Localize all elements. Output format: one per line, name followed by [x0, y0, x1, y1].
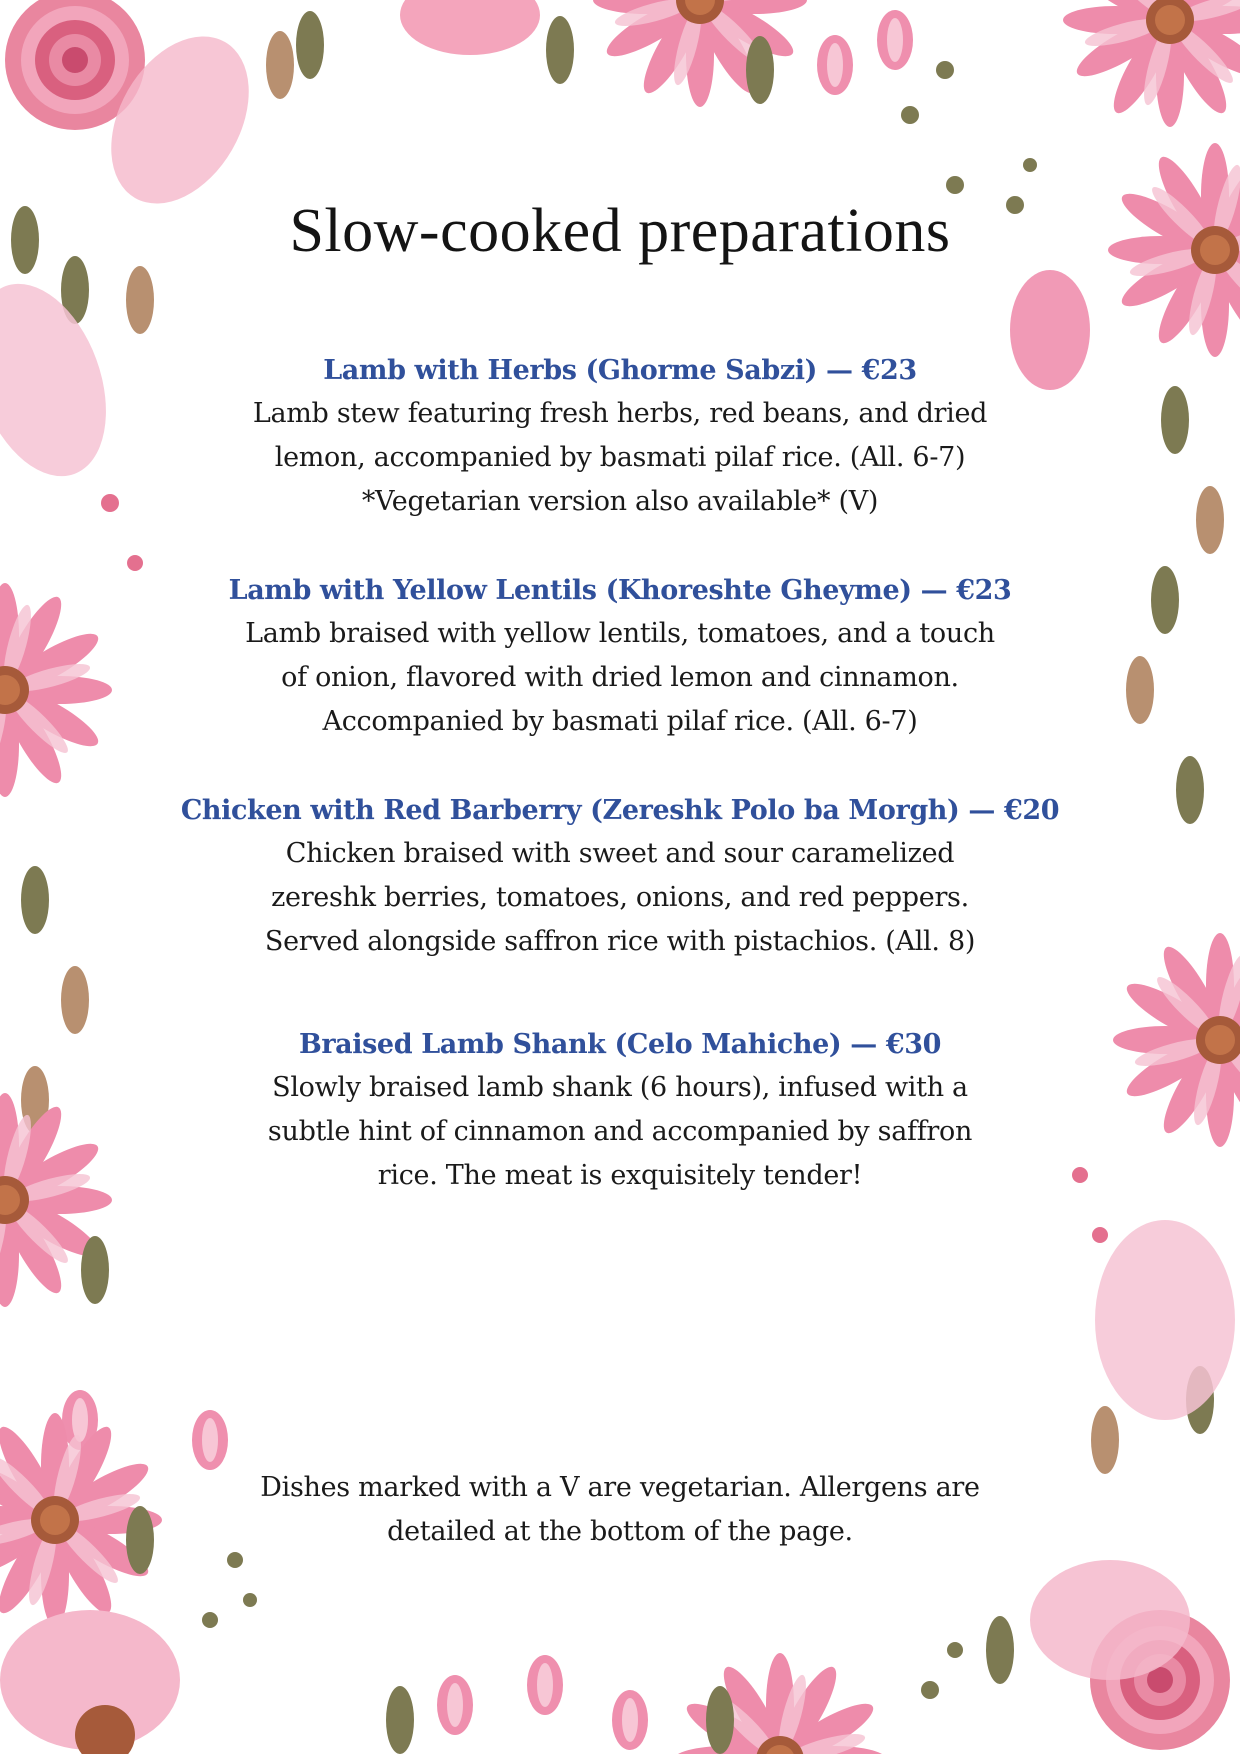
- page-title: Slow-cooked preparations: [289, 197, 951, 265]
- dish-description-line: of onion, flavored with dried lemon and cinnamon.: [281, 662, 959, 693]
- dish-name: Lamb with Yellow Lentils (Khoreshte Gheyme) — €23: [228, 575, 1012, 606]
- dish-description-line: lemon, accompanied by basmati pilaf rice. (All. 6-7): [274, 442, 966, 473]
- dish-description: [150, 612, 1090, 744]
- dish-description-line: Slowly braised lamb shank (6 hours), infused with a: [272, 1072, 968, 1103]
- dish-name: Braised Lamb Shank (Celo Mahiche) — €30: [298, 1029, 942, 1060]
- menu-item: [150, 790, 1090, 964]
- menu-item: [150, 570, 1090, 744]
- dish-description-line: *Vegetarian version also available* (V): [361, 486, 879, 517]
- dish-description-line: subtle hint of cinnamon and accompanied by saffron: [267, 1116, 973, 1147]
- dish-description: [150, 832, 1090, 964]
- dish-name: Chicken with Red Barberry (Zereshk Polo ba Morgh) — €20: [180, 795, 1060, 826]
- menu-item: [150, 1024, 1090, 1198]
- dish-description-line: Lamb braised with yellow lentils, tomatoes, and a touch: [245, 618, 995, 649]
- footer-line: detailed at the bottom of the page.: [387, 1516, 853, 1547]
- dish-description-line: zereshk berries, tomatoes, onions, and red peppers.: [271, 882, 969, 913]
- dish-description-line: rice. The meat is exquisitely tender!: [377, 1160, 863, 1191]
- dish-description: [150, 1066, 1090, 1198]
- dish-description: [150, 392, 1090, 524]
- dish-description-line: Lamb stew featuring fresh herbs, red beans, and dried: [252, 398, 988, 429]
- dish-name: Lamb with Herbs (Ghorme Sabzi) — €23: [323, 355, 917, 386]
- dish-description-line: Accompanied by basmati pilaf rice. (All. 6-7): [322, 706, 918, 737]
- dish-description-line: Chicken braised with sweet and sour caramelized: [285, 838, 955, 869]
- menu-item: [150, 350, 1090, 524]
- footer-note: [150, 1466, 1090, 1554]
- footer-line: Dishes marked with a V are vegetarian. Allergens are: [260, 1472, 980, 1503]
- dish-description-line: Served alongside saffron rice with pistachios. (All. 8): [264, 926, 976, 957]
